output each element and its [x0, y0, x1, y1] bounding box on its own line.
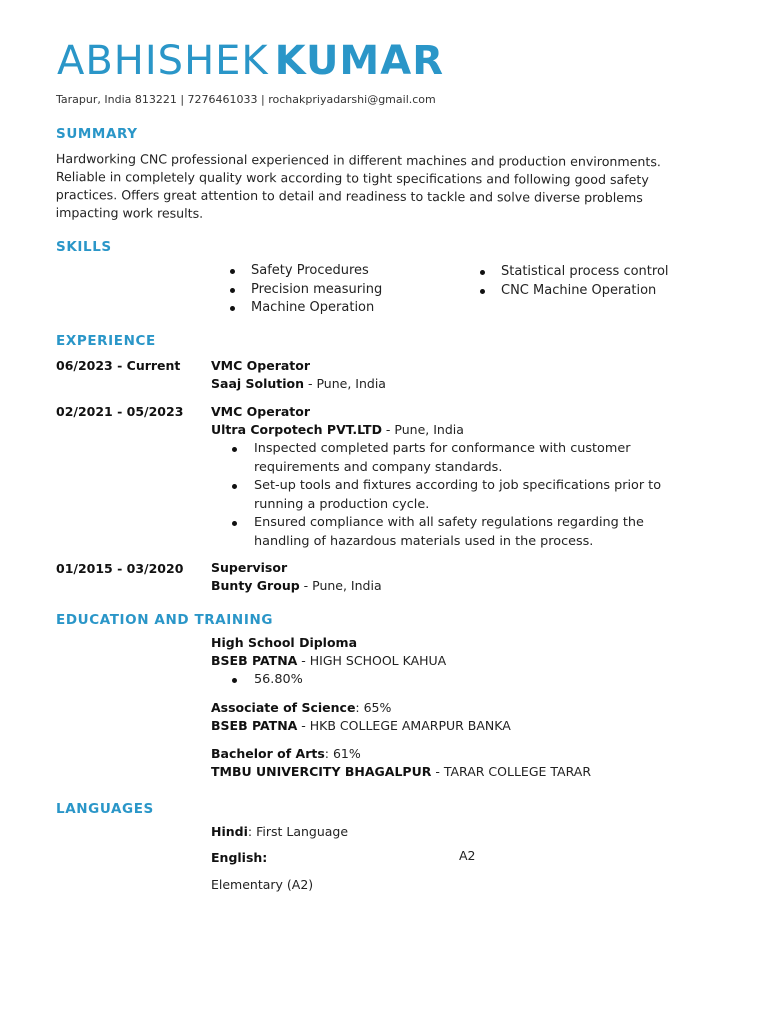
- institution-name: BSEB PATNA: [211, 718, 298, 733]
- job-company: [211, 578, 382, 593]
- candidate-name: [57, 38, 444, 84]
- degree-grade: : 65%: [355, 700, 392, 715]
- job-bullet: Set-up tools and fixtures according to job specifications prior to running a production cycle.: [230, 477, 680, 514]
- degree-name: High School Diploma: [211, 635, 358, 650]
- job-company: [211, 376, 386, 391]
- edu-institution: [211, 653, 446, 668]
- company-location: - Pune, India: [381, 422, 464, 437]
- skill-item: Statistical process control: [478, 263, 669, 282]
- language-name: English:: [211, 850, 268, 865]
- skills-list-left: [228, 262, 382, 318]
- job-title: VMC Operator: [211, 358, 311, 373]
- edu-institution: [211, 764, 591, 779]
- skill-item: Precision measuring: [228, 281, 382, 300]
- edu-bullet: 56.80%: [230, 671, 680, 690]
- company-name: Ultra Corpotech PVT.LTD: [211, 422, 382, 437]
- degree-grade: : 61%: [324, 746, 361, 761]
- institution-name: BSEB PATNA: [211, 653, 298, 668]
- job-title: VMC Operator: [211, 404, 311, 419]
- job-bullet: Inspected completed parts for conformance with customer requirements and company standards.: [230, 440, 680, 477]
- first-name: ABHISHEK: [57, 38, 269, 84]
- summary-text: Hardworking CNC professional experienced in different machines and production environments. Reliable in completely quality work according to tight specifications and following good safety practices. Offers great attention to detail and readiness to tackle and solve diverse problems impacting work results.: [55, 150, 661, 221]
- language-hindi: [211, 824, 348, 839]
- job-bullet: Ensured compliance with all safety regulations regarding the handling of hazardous materials used in the process.: [230, 514, 680, 551]
- education-heading: EDUCATION AND TRAINING: [56, 612, 274, 628]
- summary-heading: SUMMARY: [56, 126, 138, 142]
- school-name: - HKB COLLEGE AMARPUR BANKA: [297, 718, 511, 733]
- job-dates: 02/2021 - 05/2023: [56, 404, 184, 419]
- degree-name: Bachelor of Arts: [211, 746, 325, 761]
- experience-heading: EXPERIENCE: [56, 333, 156, 349]
- edu-degree: [211, 635, 357, 650]
- company-location: - Pune, India: [299, 578, 382, 593]
- edu-degree: [211, 746, 361, 761]
- contact-line: Tarapur, India 813221 | 7276461033 | rochakpriyadarshi@gmail.com: [56, 93, 436, 106]
- company-name: Saaj Solution: [211, 376, 305, 391]
- job-dates: 01/2015 - 03/2020: [56, 561, 184, 576]
- school-name: - TARAR COLLEGE TARAR: [431, 764, 592, 779]
- language-level-code: A2: [459, 848, 476, 863]
- job-dates: 06/2023 - Current: [56, 358, 181, 373]
- company-location: - Pune, India: [304, 376, 386, 391]
- language-name: Hindi: [211, 824, 248, 839]
- skills-heading: SKILLS: [56, 239, 112, 255]
- job-title: Supervisor: [211, 560, 288, 575]
- last-name: KUMAR: [274, 38, 444, 84]
- job-bullets: [230, 440, 680, 551]
- school-name: - HIGH SCHOOL KAHUA: [297, 653, 447, 668]
- edu-bullets: [230, 671, 680, 690]
- institution-name: TMBU UNIVERCITY BHAGALPUR: [211, 764, 432, 779]
- skill-item: Machine Operation: [228, 299, 382, 318]
- skills-list-right: [478, 263, 669, 300]
- language-level-desc: Elementary (A2): [211, 877, 314, 892]
- skill-item: CNC Machine Operation: [478, 282, 669, 301]
- edu-degree: [211, 700, 391, 715]
- degree-name: Associate of Science: [211, 700, 356, 715]
- languages-heading: LANGUAGES: [56, 801, 154, 817]
- company-name: Bunty Group: [211, 578, 300, 593]
- skill-item: Safety Procedures: [228, 262, 382, 281]
- job-company: [211, 422, 464, 437]
- language-english: [211, 850, 267, 865]
- edu-institution: [211, 718, 511, 733]
- language-level: : First Language: [247, 824, 349, 839]
